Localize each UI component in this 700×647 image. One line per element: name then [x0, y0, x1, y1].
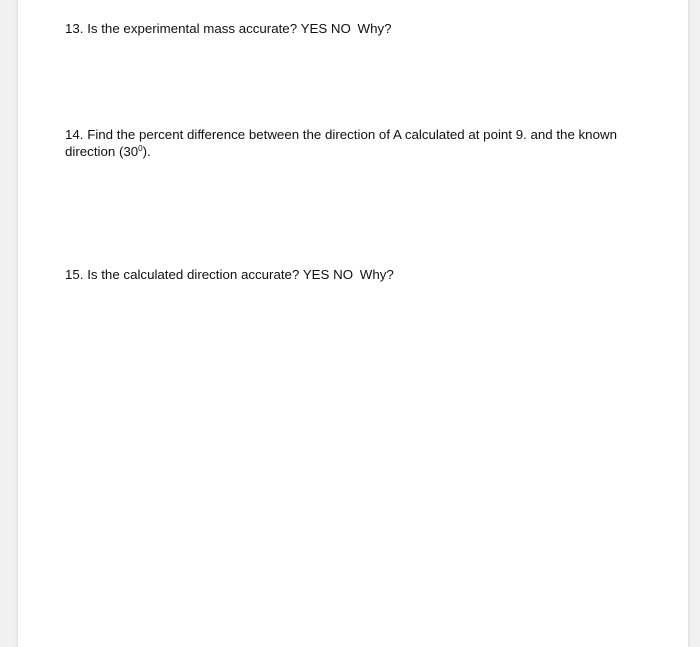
degree-superscript: 0: [138, 144, 143, 153]
question-text: Is the calculated direction accurate?: [87, 267, 300, 282]
followup-prompt: Why?: [359, 267, 394, 282]
answer-options: YES NO: [302, 267, 354, 282]
question-number: 14.: [65, 127, 84, 142]
question-text: Find the percent difference between the direction of A calculated at point 9. and the known direction (30: [65, 127, 617, 159]
document-page: [18, 0, 688, 647]
followup-prompt: Why?: [357, 21, 392, 36]
question-number: 15.: [65, 267, 84, 282]
answer-options: YES NO: [300, 21, 351, 36]
question-14: [65, 126, 650, 160]
question-number: 13.: [65, 21, 84, 36]
question-text: Is the experimental mass accurate?: [87, 21, 298, 36]
question-13: [65, 20, 392, 37]
question-text-end: ).: [142, 144, 151, 159]
question-15: [65, 266, 394, 283]
